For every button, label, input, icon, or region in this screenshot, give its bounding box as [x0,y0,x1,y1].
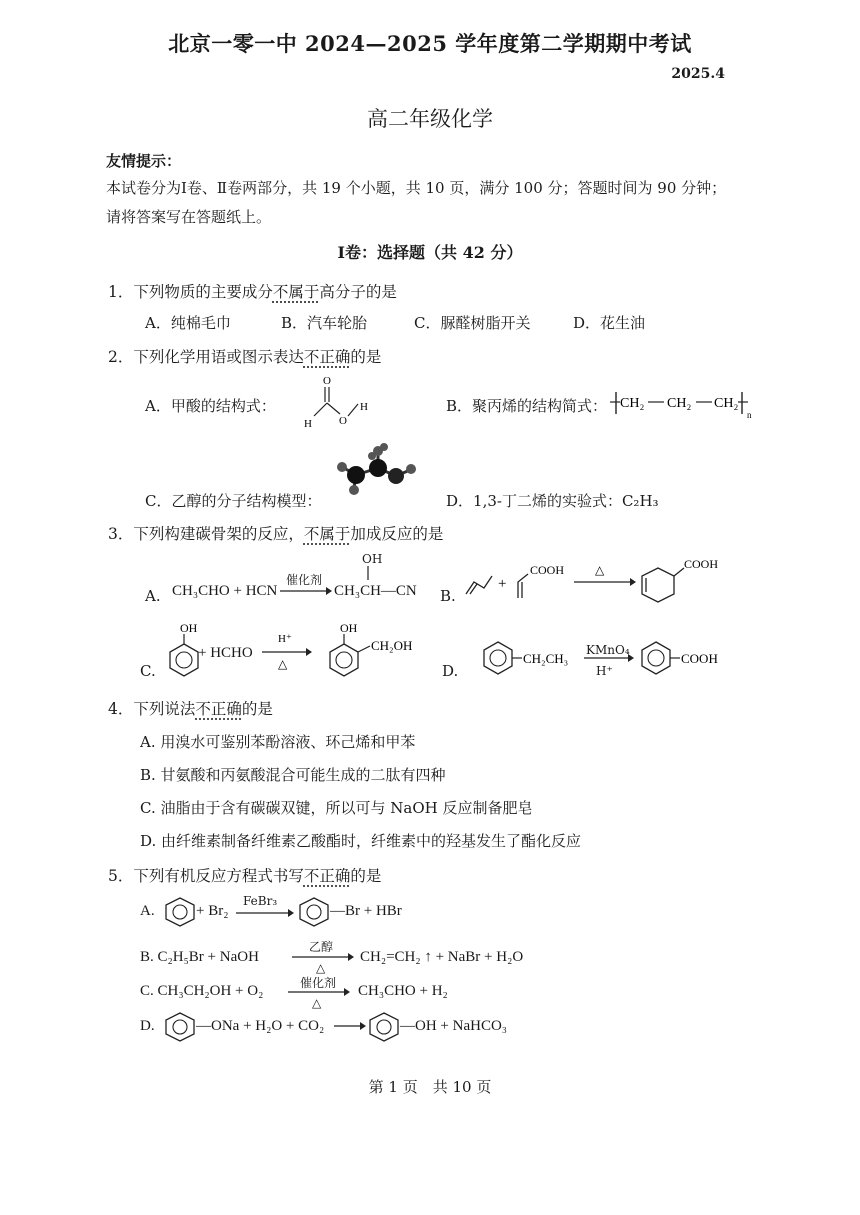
q3-a-oh: OH [362,552,383,566]
svg-text:OH: OH [180,621,198,635]
q3-option-d-label: D. [442,662,459,680]
page-footer: 第 1 页 共 10 页 [368,1078,492,1096]
q5-stem-a: 5．下列有机反应方程式书写 [108,867,304,885]
svg-text:OH: OH [340,621,358,635]
q2-stem-c: 的是 [350,348,382,366]
q2-emphasis: 不正确 [303,348,351,366]
q2-option-d: D．1,3-丁二烯的实验式：C₂H₃ [446,492,659,510]
section-1-title: Ⅰ卷：选择题（共 42 分） [337,243,523,262]
q5-d-reactants: —ONa + H₂O + CO₂ [196,1018,325,1034]
q3-a-oh-bond [366,566,370,582]
q5-c-cond-top: 催化剂 [300,976,337,990]
q1-stem-a: 1．下列物质的主要成分 [108,283,273,301]
poly-n: n [747,410,752,420]
tips-line-2: 请将答案写在答题纸上。 [106,208,272,226]
q5-c-products: CH₃CHO + H₂ [358,983,448,999]
q5-a-febr3: FeBr₃ [243,894,278,908]
formic-acid-structure [296,372,376,432]
formic-o-right: O [339,415,347,427]
q5-stem [108,864,381,886]
q5-d-products: —OH + NaHCO₃ [400,1018,508,1034]
q1-option-c: C．脲醛树脂开关 [414,314,531,332]
poly-ch2-3: CH₂ [714,396,739,411]
q3-d-kmno4: KMnO₄ [586,643,630,657]
q2-stem [108,345,381,367]
q4-option-c: C. 油脂由于含有碳碳双键，所以可与 NaOH 反应制备肥皂 [140,799,533,817]
q3-d-h-plus: H⁺ [596,664,613,678]
q1-stem [108,280,397,302]
q3-option-a-label: A. [145,587,161,605]
q3-a-catalyst: 催化剂 [286,573,323,587]
tips-line-1: 本试卷分为Ⅰ卷、Ⅱ卷两部分，共 19 个小题，共 10 页，满分 100 分；答题时间为 90 分钟； [106,179,727,197]
poly-ch2-2: CH₂ [667,396,692,411]
q5-option-a-label: A. [140,903,155,919]
q2-option-c: C．乙醇的分子结构模型： [145,492,322,510]
q3-option-b-label: B. [440,587,456,605]
q5-a-br2: + Br₂ [196,903,229,919]
q3-stem-c: 加成反应的是 [350,525,444,543]
q4-option-d: D. 由纤维素制备纤维素乙酸酯时，纤维素中的羟基发生了酯化反应 [140,832,582,850]
q5-d-benzene-1 [160,1011,200,1043]
q5-b-cond-bottom: △ [316,961,326,975]
polypropylene-formula [610,388,760,420]
q4-stem-c: 的是 [241,700,273,718]
q3-c-hcho: + HCHO [198,645,253,661]
ethanol-ball-stick-model [332,440,422,500]
q5-d-arrow [334,1021,368,1031]
q1-option-a: A．纯棉毛巾 [145,314,231,332]
q5-a-arrow [236,908,296,918]
svg-text:CH₂OH: CH₂OH [371,638,413,653]
svg-text:△: △ [278,657,288,671]
q5-a-product: —Br + HBr [330,903,402,919]
q5-a-benzene-1 [160,896,200,928]
q5-stem-c: 的是 [350,867,382,885]
q5-b-products: CH₂=CH₂ ↑ + NaBr + H₂O [360,949,524,965]
q3-b-cooh-1: COOH [530,563,565,577]
q4-stem-a: 4．下列说法 [108,700,196,718]
q3-stem [108,522,443,544]
q5-emphasis: 不正确 [303,867,351,885]
exam-date: 2025.4 [671,66,725,82]
q3-d-ch2ch3: CH₂CH₃ [523,651,569,666]
q5-c-cond-bottom: △ [312,996,322,1010]
formic-o-top: O [323,375,331,387]
q1-option-b: B．汽车轮胎 [281,314,368,332]
q3-a-arrow [280,586,330,596]
q2-option-b: B．聚丙烯的结构简式： [446,397,608,415]
q5-option-d-label: D. [140,1018,155,1034]
tips-label: 友情提示： [106,152,182,170]
poly-ch2-1: CH₂ [620,396,645,411]
q5-c-reactants: C. CH₃CH₂OH + O₂ [140,983,264,999]
q3-b-cooh-2: COOH [684,557,719,571]
q4-emphasis: 不正确 [195,700,242,718]
exam-title: 北京一零一中 2024—2025 学年度第二学期期中考试 [168,31,692,56]
svg-text:H⁺: H⁺ [278,633,292,645]
q5-a-benzene-2 [294,896,334,928]
q5-d-benzene-2 [364,1011,404,1043]
q3-d-cooh: COOH [681,651,718,666]
svg-text:+: + [498,576,507,592]
q4-option-a: A. 用溴水可鉴别苯酚溶液、环己烯和甲苯 [140,733,416,751]
q1-emphasis: 不属于 [272,283,320,301]
q3-option-c-label: C. [140,662,156,680]
q4-option-b: B. 甘氨酸和丙氨酸混合可能生成的二肽有四种 [140,766,446,784]
q2-stem-a: 2．下列化学用语或图示表达 [108,348,304,366]
q3-a-reactants: CH₃CHO + HCN [172,583,278,599]
q3-emphasis: 不属于 [303,525,351,543]
q1-stem-c: 高分子的是 [319,283,397,301]
q4-stem [108,697,273,719]
formic-h-left: H [304,418,312,430]
svg-text:△: △ [595,563,605,577]
q3-stem-a: 3．下列构建碳骨架的反应， [108,525,304,543]
q3-b-diels-alder [462,552,732,612]
formic-h-right: H [360,401,368,413]
q2-option-a: A．甲酸的结构式： [145,397,276,415]
exam-subject: 高二年级化学 [367,107,493,131]
q3-a-product: CH₃CH—CN [334,583,417,599]
q5-b-reactants: B. C₂H₅Br + NaOH [140,949,259,965]
q1-option-d: D．花生油 [573,314,646,332]
q5-b-cond-top: 乙醇 [309,940,334,954]
